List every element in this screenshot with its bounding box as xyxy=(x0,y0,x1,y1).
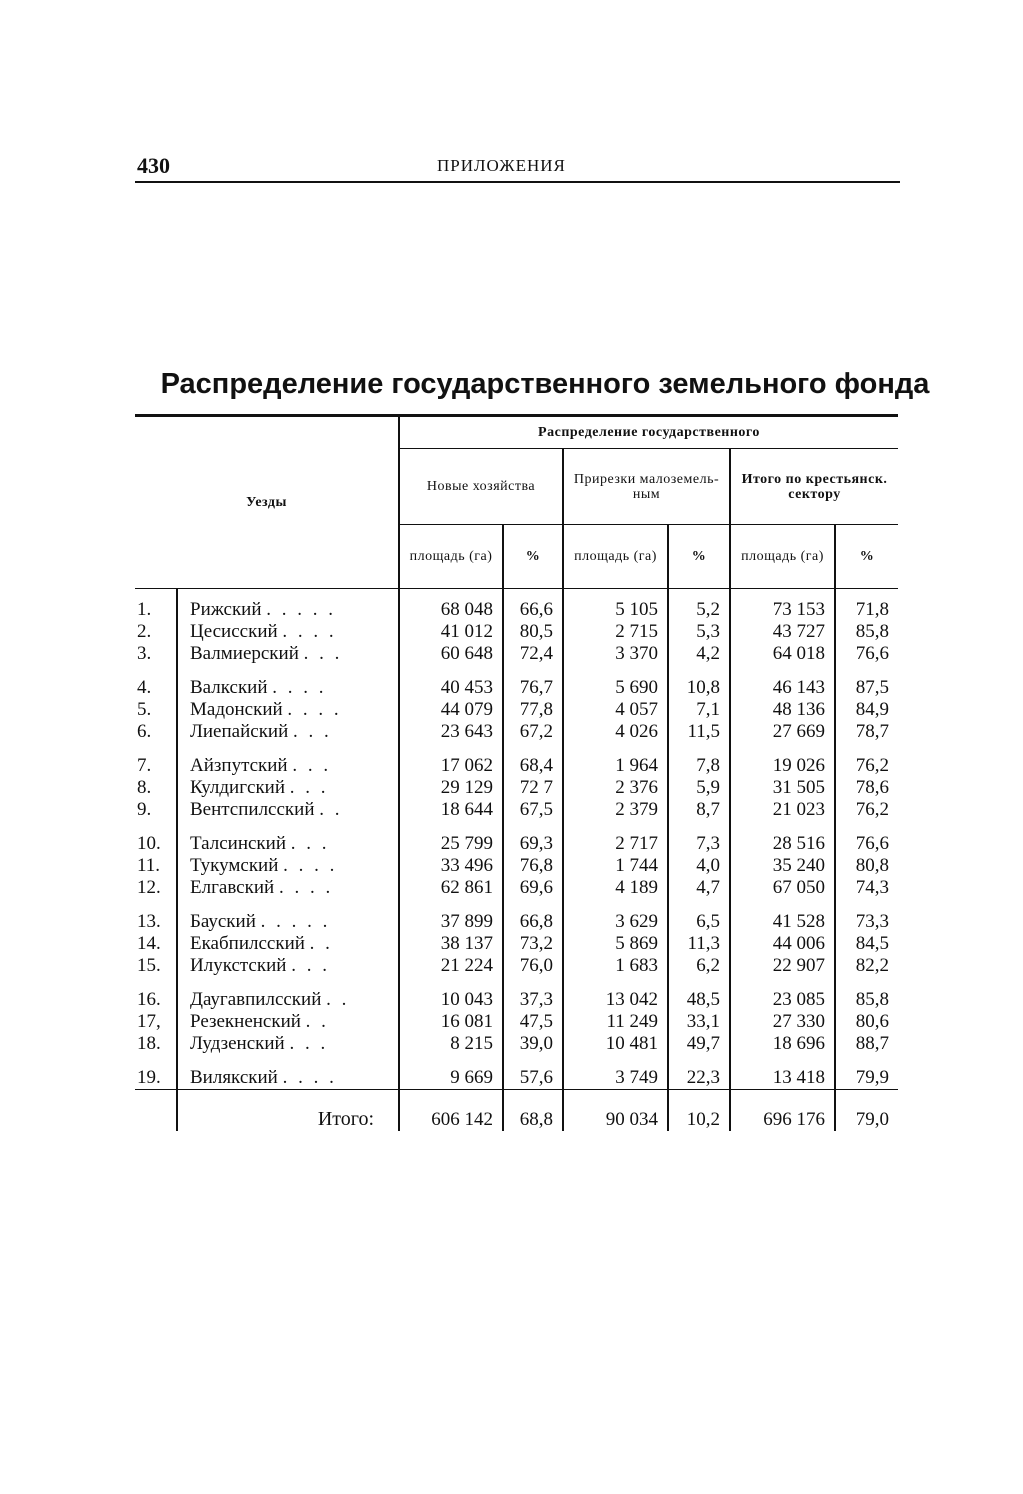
leader-dots: . . . . xyxy=(283,855,338,876)
table-header xyxy=(135,416,898,590)
total-new-farms-pct: 68,8 xyxy=(503,1090,563,1132)
new-farms-pct: 76,8 xyxy=(503,855,563,877)
new-farms-pct: 73,2 xyxy=(503,933,563,955)
district-label: Валкский xyxy=(190,677,268,698)
total-pct: 79,9 xyxy=(835,1055,898,1090)
new-farms-pct: 72,4 xyxy=(503,643,563,665)
new-farms-pct: 67,2 xyxy=(503,721,563,743)
new-farms-pct: 47,5 xyxy=(503,1011,563,1033)
additions-area: 4 057 xyxy=(563,699,668,721)
district-label: Лудзенский xyxy=(190,1033,285,1054)
district-label: Илукстский xyxy=(190,955,287,976)
new-farms-area: 8 215 xyxy=(399,1033,503,1055)
row-number: 6. xyxy=(137,721,152,742)
pct-header: % xyxy=(503,525,563,589)
new-farms-area: 10 043 xyxy=(399,977,503,1011)
district-name xyxy=(177,643,399,665)
row-number: 2. xyxy=(137,621,152,642)
total-sector-area: 696 176 xyxy=(730,1090,835,1132)
district-name xyxy=(177,621,399,643)
group-header: Распределение государственного xyxy=(399,416,898,449)
row-number: 18. xyxy=(137,1033,161,1054)
new-farms-pct: 66,6 xyxy=(503,589,563,621)
total-spacer xyxy=(135,1090,177,1132)
running-title: ПРИЛОЖЕНИЯ xyxy=(437,156,566,175)
new-farms-pct: 76,7 xyxy=(503,665,563,699)
leader-dots: . . . xyxy=(289,1033,329,1054)
new-farms-pct: 39,0 xyxy=(503,1033,563,1055)
new-farms-area: 44 079 xyxy=(399,699,503,721)
additions-pct: 22,3 xyxy=(668,1055,730,1090)
leader-dots: . . . xyxy=(303,643,343,664)
leader-dots: . . . xyxy=(290,833,330,854)
leader-dots: . . . xyxy=(289,777,329,798)
district-name xyxy=(177,821,399,855)
total-label: Итого: xyxy=(177,1090,399,1132)
leader-dots: . . xyxy=(326,989,350,1010)
new-farms-pct: 72 7 xyxy=(503,777,563,799)
new-farms-pct: 57,6 xyxy=(503,1055,563,1090)
district-label: Цесисский xyxy=(190,621,278,642)
table-row xyxy=(135,1011,898,1033)
leader-dots: . . . . xyxy=(287,699,342,720)
area-header: площадь (га) xyxy=(730,525,835,589)
total-area: 64 018 xyxy=(730,643,835,665)
leader-dots: . . . . . xyxy=(260,911,331,932)
new-farms-area: 9 669 xyxy=(399,1055,503,1090)
leader-dots: . . . . xyxy=(282,1067,337,1088)
leader-dots: . . . xyxy=(293,721,332,742)
row-number: 19. xyxy=(135,1055,177,1090)
new-farms-area: 17 062 xyxy=(399,743,503,777)
new-farms-pct: 76,0 xyxy=(503,955,563,977)
total-pct: 85,8 xyxy=(835,977,898,1011)
new-farms-pct: 66,8 xyxy=(503,899,563,933)
table-row xyxy=(135,877,898,899)
table-row xyxy=(135,955,898,977)
district-name xyxy=(177,955,399,977)
total-area: 48 136 xyxy=(730,699,835,721)
leader-dots: . . . xyxy=(292,755,332,776)
district-label: Талсинский xyxy=(190,833,286,854)
additions-pct: 5,3 xyxy=(668,621,730,643)
additions-area: 4 189 xyxy=(563,877,668,899)
table-row xyxy=(135,799,898,821)
new-farms-area: 18 644 xyxy=(399,799,503,821)
leader-dots: . . xyxy=(309,933,333,954)
district-label: Лиепайский xyxy=(190,721,289,742)
district-name xyxy=(177,1033,399,1055)
table-title: Распределение государственного земельного фонда xyxy=(160,368,930,400)
district-label: Резекненский xyxy=(190,1011,301,1032)
leader-dots: . . . xyxy=(291,955,330,976)
additions-area: 13 042 xyxy=(563,977,668,1011)
additions-area: 5 869 xyxy=(563,933,668,955)
district-name xyxy=(177,589,399,621)
district-name xyxy=(177,977,399,1011)
new-farms-area: 68 048 xyxy=(399,589,503,621)
additions-pct: 4,7 xyxy=(668,877,730,899)
additions-pct: 7,1 xyxy=(668,699,730,721)
total-pct: 88,7 xyxy=(835,1033,898,1055)
total-area: 19 026 xyxy=(730,743,835,777)
row-number: 7. xyxy=(137,755,152,776)
subgroup-header-additions: Прирезки малоземель- ным xyxy=(563,449,730,525)
additions-area: 2 376 xyxy=(563,777,668,799)
total-area: 46 143 xyxy=(730,665,835,699)
total-pct: 82,2 xyxy=(835,955,898,977)
district-name xyxy=(177,899,399,933)
total-additions-pct: 10,2 xyxy=(668,1090,730,1132)
new-farms-area: 62 861 xyxy=(399,877,503,899)
pct-header: % xyxy=(668,525,730,589)
district-label: Валмиерский xyxy=(190,643,299,664)
total-area: 23 085 xyxy=(730,977,835,1011)
new-farms-area: 21 224 xyxy=(399,955,503,977)
total-pct: 74,3 xyxy=(835,877,898,899)
land-distribution-table xyxy=(135,414,898,1131)
leader-dots: . . . . . xyxy=(266,599,337,620)
total-pct: 71,8 xyxy=(835,589,898,621)
district-name xyxy=(177,799,399,821)
total-area: 43 727 xyxy=(730,621,835,643)
total-area: 31 505 xyxy=(730,777,835,799)
new-farms-area: 23 643 xyxy=(399,721,503,743)
total-pct: 80,6 xyxy=(835,1011,898,1033)
district-label: Бауский xyxy=(190,911,256,932)
additions-pct: 49,7 xyxy=(668,1033,730,1055)
district-name xyxy=(177,721,399,743)
subgroup-header-total-peasant: Итого по крестьянск. сектору xyxy=(730,449,898,525)
new-farms-pct: 80,5 xyxy=(503,621,563,643)
row-number: 1. xyxy=(137,599,152,620)
total-area: 35 240 xyxy=(730,855,835,877)
additions-area: 2 715 xyxy=(563,621,668,643)
district-label: Мадонский xyxy=(190,699,283,720)
column-header-districts: Уезды xyxy=(135,416,399,589)
row-number: 10. xyxy=(137,833,161,854)
table-row xyxy=(135,977,898,1011)
table-row xyxy=(135,821,898,855)
page-number: 430 xyxy=(137,153,170,178)
additions-pct: 11,3 xyxy=(668,933,730,955)
additions-area: 4 026 xyxy=(563,721,668,743)
additions-area: 5 105 xyxy=(563,589,668,621)
total-area: 73 153 xyxy=(730,589,835,621)
district-name xyxy=(177,743,399,777)
new-farms-pct: 69,6 xyxy=(503,877,563,899)
table-row xyxy=(135,1055,898,1090)
new-farms-area: 41 012 xyxy=(399,621,503,643)
table-row xyxy=(135,621,898,643)
table-row xyxy=(135,589,898,621)
district-label: Тукумский xyxy=(190,855,279,876)
total-pct: 78,7 xyxy=(835,721,898,743)
new-farms-pct: 68,4 xyxy=(503,743,563,777)
table-body xyxy=(135,589,898,1131)
table-row xyxy=(135,855,898,877)
additions-pct: 11,5 xyxy=(668,721,730,743)
table-row xyxy=(135,643,898,665)
total-area: 28 516 xyxy=(730,821,835,855)
total-area: 27 669 xyxy=(730,721,835,743)
row-number: 11. xyxy=(137,855,161,876)
district-label: Айзпутский xyxy=(190,755,288,776)
district-name xyxy=(177,933,399,955)
row-number: 14. xyxy=(137,933,161,954)
row-number: 3. xyxy=(137,643,152,664)
total-area: 41 528 xyxy=(730,899,835,933)
table-row xyxy=(135,1033,898,1055)
additions-area: 2 717 xyxy=(563,821,668,855)
additions-area: 1 683 xyxy=(563,955,668,977)
new-farms-area: 25 799 xyxy=(399,821,503,855)
leader-dots: . . xyxy=(319,799,343,820)
table-row xyxy=(135,777,898,799)
additions-pct: 7,3 xyxy=(668,821,730,855)
new-farms-area: 37 899 xyxy=(399,899,503,933)
total-pct: 73,3 xyxy=(835,899,898,933)
district-label: Елгавский xyxy=(190,877,275,898)
district-name xyxy=(177,665,399,699)
district-label: Кулдигский xyxy=(190,777,286,798)
area-header: площадь (га) xyxy=(563,525,668,589)
district-name xyxy=(177,877,399,899)
new-farms-area: 60 648 xyxy=(399,643,503,665)
additions-area: 2 379 xyxy=(563,799,668,821)
total-pct: 78,6 xyxy=(835,777,898,799)
total-pct: 76,6 xyxy=(835,821,898,855)
district-name xyxy=(177,855,399,877)
additions-area: 5 690 xyxy=(563,665,668,699)
table-row xyxy=(135,699,898,721)
additions-pct: 33,1 xyxy=(668,1011,730,1033)
total-pct: 84,5 xyxy=(835,933,898,955)
additions-pct: 7,8 xyxy=(668,743,730,777)
table-row xyxy=(135,899,898,933)
total-additions-area: 90 034 xyxy=(563,1090,668,1132)
additions-pct: 48,5 xyxy=(668,977,730,1011)
district-name xyxy=(177,777,399,799)
additions-pct: 5,2 xyxy=(668,589,730,621)
new-farms-area: 33 496 xyxy=(399,855,503,877)
additions-pct: 6,2 xyxy=(668,955,730,977)
row-number: 5. xyxy=(137,699,152,720)
row-number: 9. xyxy=(137,799,152,820)
new-farms-area: 38 137 xyxy=(399,933,503,955)
additions-area: 11 249 xyxy=(563,1011,668,1033)
total-area: 44 006 xyxy=(730,933,835,955)
district-name xyxy=(177,699,399,721)
total-pct: 85,8 xyxy=(835,621,898,643)
new-farms-pct: 69,3 xyxy=(503,821,563,855)
total-area: 27 330 xyxy=(730,1011,835,1033)
new-farms-pct: 67,5 xyxy=(503,799,563,821)
row-number: 13. xyxy=(137,911,161,932)
total-area: 22 907 xyxy=(730,955,835,977)
additions-area: 3 749 xyxy=(563,1055,668,1090)
district-label: Вилякский xyxy=(190,1067,278,1088)
header-rule xyxy=(135,181,900,183)
table-row xyxy=(135,721,898,743)
total-area: 13 418 xyxy=(730,1055,835,1090)
table-row xyxy=(135,743,898,777)
row-number: 17, xyxy=(137,1011,161,1032)
pct-header: % xyxy=(835,525,898,589)
new-farms-pct: 37,3 xyxy=(503,977,563,1011)
district-label: Вентспилсский xyxy=(190,799,315,820)
leader-dots: . . . . xyxy=(278,877,334,898)
new-farms-area: 16 081 xyxy=(399,1011,503,1033)
district-label: Даугавпилсский xyxy=(190,989,322,1010)
total-area: 18 696 xyxy=(730,1033,835,1055)
row-number: 4. xyxy=(137,677,152,698)
additions-area: 10 481 xyxy=(563,1033,668,1055)
district-label: Екабпилсский xyxy=(190,933,305,954)
total-sector-pct: 79,0 xyxy=(835,1090,898,1132)
total-pct: 87,5 xyxy=(835,665,898,699)
additions-area: 3 370 xyxy=(563,643,668,665)
total-pct: 76,2 xyxy=(835,799,898,821)
additions-pct: 4,2 xyxy=(668,643,730,665)
table-row xyxy=(135,933,898,955)
district-name xyxy=(177,1055,399,1090)
total-new-farms-area: 606 142 xyxy=(399,1090,503,1132)
district-name xyxy=(177,1011,399,1033)
row-number: 8. xyxy=(137,777,152,798)
leader-dots: . . . . xyxy=(272,677,327,698)
land-table-container xyxy=(135,414,898,1131)
additions-area: 3 629 xyxy=(563,899,668,933)
subgroup-header-new-farms: Новые хозяйства xyxy=(399,449,563,525)
area-header: площадь (га) xyxy=(399,525,503,589)
total-area: 67 050 xyxy=(730,877,835,899)
leader-dots: . . xyxy=(305,1011,329,1032)
total-area: 21 023 xyxy=(730,799,835,821)
total-row xyxy=(135,1090,898,1132)
new-farms-pct: 77,8 xyxy=(503,699,563,721)
row-number: 15. xyxy=(137,955,161,976)
additions-area: 1 964 xyxy=(563,743,668,777)
additions-pct: 4,0 xyxy=(668,855,730,877)
new-farms-area: 29 129 xyxy=(399,777,503,799)
row-number: 16. xyxy=(137,989,161,1010)
table-row xyxy=(135,665,898,699)
total-pct: 80,8 xyxy=(835,855,898,877)
additions-pct: 5,9 xyxy=(668,777,730,799)
row-number: 12. xyxy=(137,877,161,898)
additions-pct: 6,5 xyxy=(668,899,730,933)
new-farms-area: 40 453 xyxy=(399,665,503,699)
leader-dots: . . . . xyxy=(282,621,337,642)
total-pct: 84,9 xyxy=(835,699,898,721)
total-pct: 76,6 xyxy=(835,643,898,665)
total-pct: 76,2 xyxy=(835,743,898,777)
additions-pct: 10,8 xyxy=(668,665,730,699)
additions-pct: 8,7 xyxy=(668,799,730,821)
district-label: Рижский xyxy=(190,599,262,620)
additions-area: 1 744 xyxy=(563,855,668,877)
